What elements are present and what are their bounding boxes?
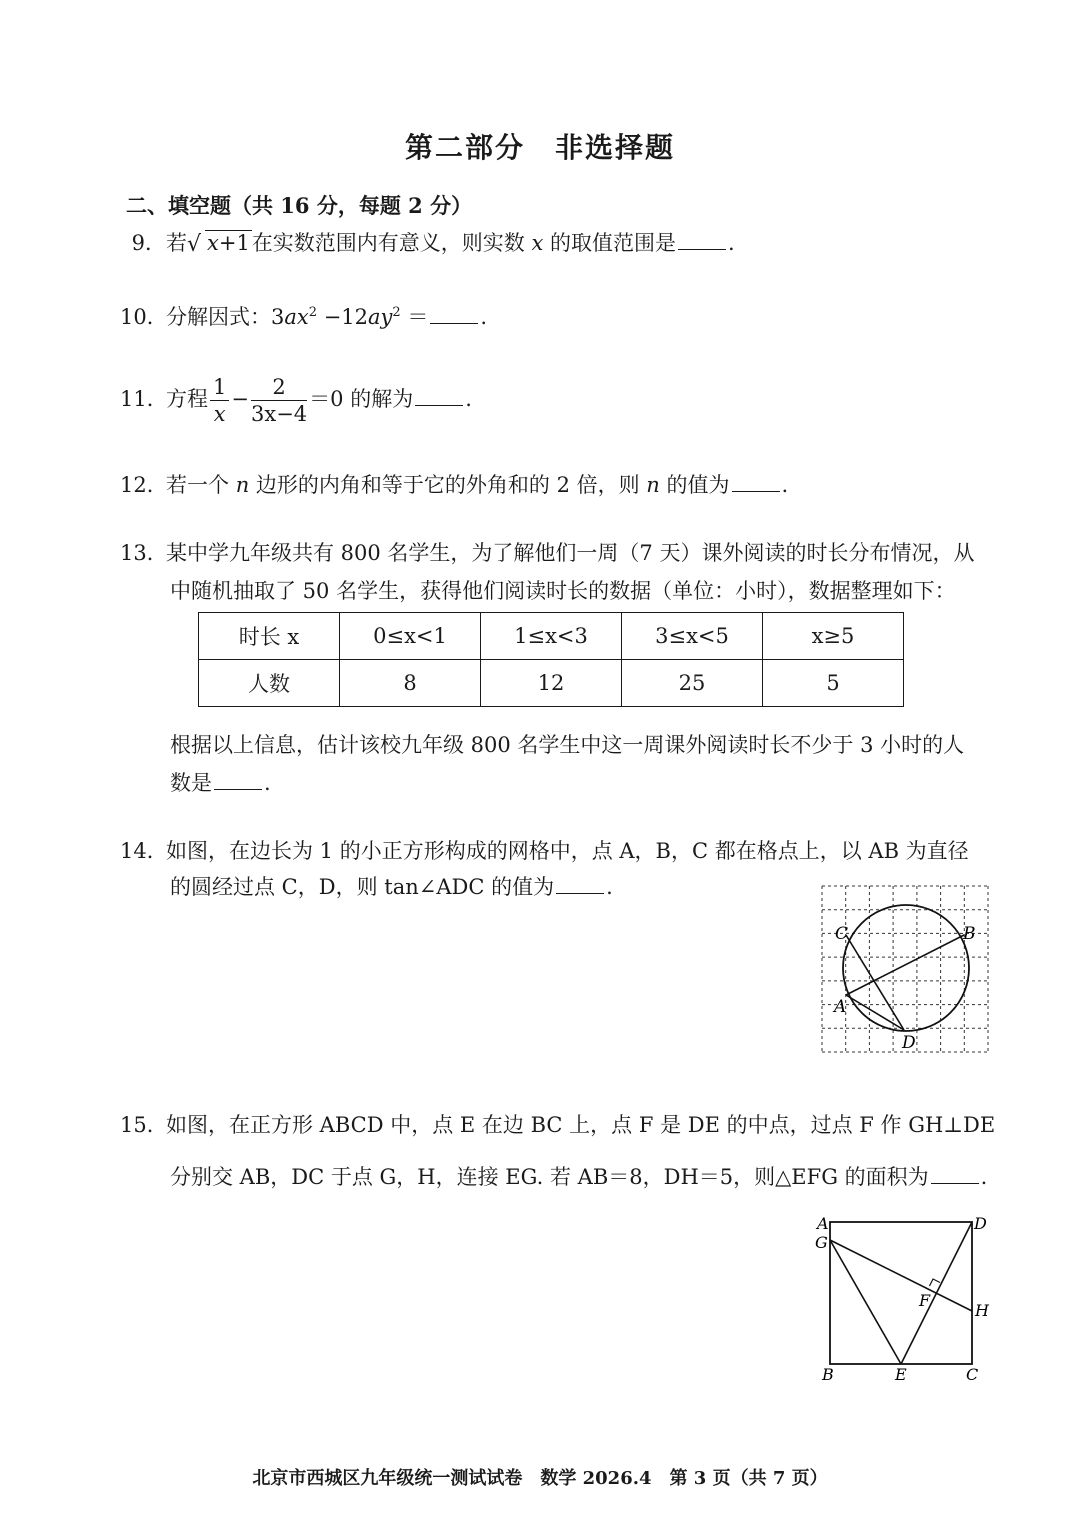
table-cell: 8 <box>340 660 481 707</box>
table-cell: 时长 x <box>199 613 340 660</box>
question-number: 12． <box>120 473 168 497</box>
dashed-grid <box>822 886 988 1052</box>
label-H: H <box>975 1301 989 1320</box>
question-12: 12．若一个 n 边形的内角和等于它的外角和的 2 倍，则 n 的值为 . <box>120 470 788 500</box>
label-B: B <box>963 924 976 944</box>
answer-blank[interactable] <box>430 305 478 324</box>
label-C: C <box>835 924 849 944</box>
label-A: A <box>834 997 847 1017</box>
question-number: 13． <box>120 541 168 565</box>
question-10: 10．分解因式：$3ax^2 -12ay^2$ ＝ . <box>120 298 487 332</box>
answer-blank[interactable] <box>556 875 604 894</box>
label-F: F <box>919 1291 931 1310</box>
q14-grid-circle-figure <box>818 882 994 1058</box>
label-D: D <box>974 1214 987 1233</box>
question-14: 14．如图，在边长为 1 的小正方形构成的网格中，点 A，B，C 都在格点上，以 AB 为直径 <box>120 836 969 866</box>
segments <box>830 1222 972 1364</box>
question-11: 11．方程 $\frac{1}{x}$ − $\frac{2}{3x-4}$ ＝0 的解为 . <box>120 375 472 426</box>
section-heading: 二、填空题（共 16 分，每题 2 分） <box>126 193 473 218</box>
answer-blank[interactable] <box>214 771 262 790</box>
question-number: 14． <box>120 839 168 863</box>
page-title: 第二部分 非选择题 <box>404 131 675 164</box>
label-C: C <box>966 1365 979 1384</box>
answer-blank[interactable] <box>732 473 780 492</box>
fraction-1: $\frac{1}{x}$ <box>210 374 229 427</box>
table-cell: 人数 <box>199 660 340 707</box>
question-number: 11． <box>120 387 168 411</box>
table-cell: 1≤x<3 <box>481 613 622 660</box>
table-cell: 25 <box>622 660 763 707</box>
label-B: B <box>822 1365 834 1384</box>
table-header-row <box>199 613 904 660</box>
answer-blank[interactable] <box>678 231 726 250</box>
question-number: 9． <box>131 231 166 255</box>
q15-square-figure <box>808 1208 998 1386</box>
square-ABCD <box>830 1222 972 1364</box>
table-cell: 5 <box>763 660 904 707</box>
fraction-2: $\frac{2}{3x-4}$ <box>250 375 308 426</box>
question-13-line3: 根据以上信息，估计该校九年级 800 名学生中这一周课外阅读时长不少于 3 小时的人 <box>170 733 965 757</box>
label-A: A <box>817 1214 829 1233</box>
question-15-line2: 分别交 AB，DC 于点 G，H，连接 EG. 若 AB＝8，DH＝5，则△EFG 的面积为 . <box>170 1165 988 1189</box>
table-cell: 0≤x<1 <box>340 613 481 660</box>
label-D: D <box>902 1033 916 1053</box>
question-13-line2: 中随机抽取了 50 名学生，获得他们阅读时长的数据（单位：小时），数据整理如下： <box>170 579 956 603</box>
label-G: G <box>815 1233 828 1252</box>
question-number: 15． <box>120 1113 168 1137</box>
question-13: 13．某中学九年级共有 800 名学生，为了解他们一周（7 天）课外阅读的时长分布情况，从 <box>120 538 974 568</box>
label-E: E <box>895 1365 907 1384</box>
reading-time-table <box>198 612 904 707</box>
circle <box>843 905 969 1031</box>
table-cell: 12 <box>481 660 622 707</box>
question-9: 9．若 √ x+1在实数范围内有意义，则实数 x 的取值范围是 . <box>120 228 735 258</box>
table-cell: x≥5 <box>763 613 904 660</box>
question-14-line2: 的圆经过点 C，D，则 tan∠ADC 的值为 . <box>170 875 613 899</box>
table-cell: 3≤x<5 <box>622 613 763 660</box>
sqrt-expression: √ x+1 <box>187 231 250 257</box>
question-13-line4: 数是 . <box>170 771 271 795</box>
table-row <box>199 660 904 707</box>
page-footer: 北京市西城区九年级统一测试试卷 数学 2026.4 第 3 页（共 7 页） <box>252 1468 828 1489</box>
question-15: 15．如图，在正方形 ABCD 中，点 E 在边 BC 上，点 F 是 DE 的中点，过点 F 作 GH⊥DE <box>120 1110 995 1140</box>
right-angle-mark <box>930 1279 941 1286</box>
question-number: 10． <box>120 305 168 329</box>
answer-blank[interactable] <box>931 1165 979 1184</box>
answer-blank[interactable] <box>415 387 463 406</box>
